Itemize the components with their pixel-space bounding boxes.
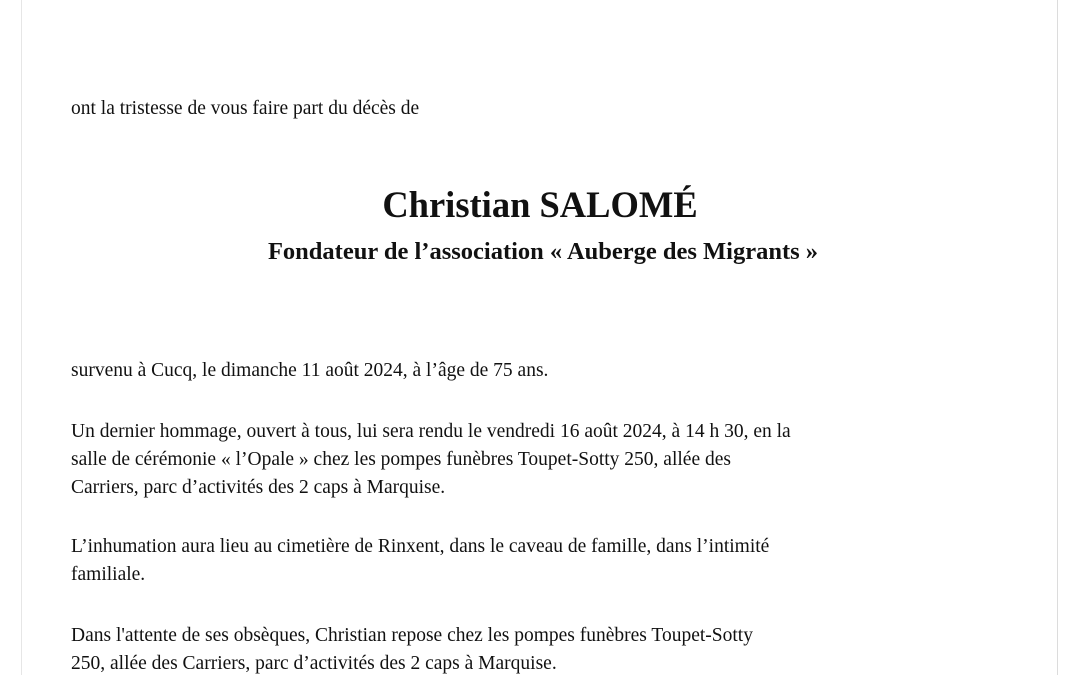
page-right-edge xyxy=(1057,0,1058,675)
tribute-paragraph xyxy=(71,418,1021,502)
text-line: L’inhumation aura lieu au cimetière de Rinxent, dans le caveau de famille, dans l’intimité xyxy=(71,536,770,557)
deceased-role: Fondateur de l’association « Auberge des Migrants » xyxy=(267,238,819,265)
text-line: survenu à Cucq, le dimanche 11 août 2024, à l’âge de 75 ans. xyxy=(71,360,549,381)
death-notice-paragraph xyxy=(71,357,1021,385)
text-line: salle de cérémonie « l’Opale » chez les pompes funèbres Toupet-Sotty 250, allée des xyxy=(71,449,731,470)
repose-paragraph xyxy=(71,622,1021,675)
text-line: familiale. xyxy=(71,564,146,585)
intro-text: ont la tristesse de vous faire part du décès de xyxy=(71,98,420,119)
text-line: Carriers, parc d’activités des 2 caps à Marquise. xyxy=(71,477,446,498)
burial-paragraph xyxy=(71,533,1021,589)
text-line: Dans l'attente de ses obsèques, Christian repose chez les pompes funèbres Toupet-Sotty xyxy=(71,625,753,646)
page-left-edge xyxy=(21,0,22,675)
deceased-name: Christian SALOMÉ xyxy=(382,184,698,225)
text-line: 250, allée des Carriers, parc d’activités des 2 caps à Marquise. xyxy=(71,653,557,674)
text-line: Un dernier hommage, ouvert à tous, lui sera rendu le vendredi 16 août 2024, à 14 h 30, en la xyxy=(71,421,791,442)
